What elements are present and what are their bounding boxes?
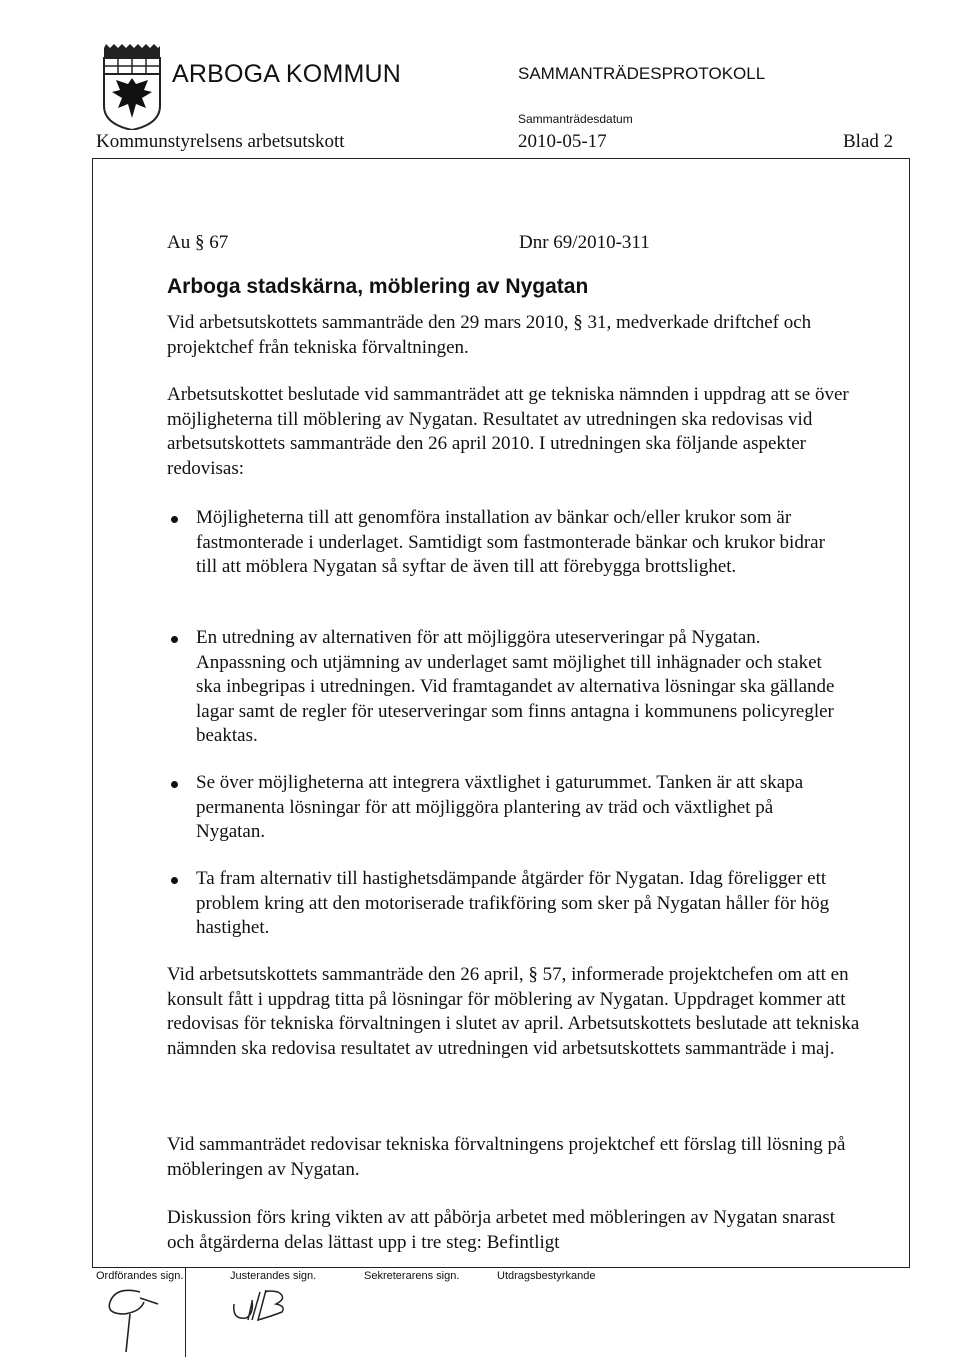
- sheet-number: Blad 2: [843, 131, 894, 152]
- proposal-paragraph: Vid sammanträdet redovisar tekniska förvaltningens projektchef ett förslag till lösning på möbleringen av Nygatan.: [167, 1134, 846, 1180]
- adjuster-signature-label: Justerandes sign.: [230, 1270, 317, 1282]
- paragraph-number: Au § 67: [167, 232, 229, 253]
- list-item: En utredning av alternativen för att möjliggöra uteserveringar på Nygatan. Anpassning och utjämning av underlaget samt möjlighet till inhägnader och staket ska inbegripas i utredningen. Vid framtagandet av alternativa lösningar ska gällande lagar samt de regler för uteserveringar som finns antagna i kommunens policyregler beaktas.: [196, 627, 835, 747]
- bullet-dot: [171, 636, 178, 643]
- left-frame-line: [92, 158, 93, 1268]
- meeting-date: 2010-05-17: [518, 131, 607, 152]
- signature-divider: [185, 1267, 186, 1357]
- bullet-dot: [171, 781, 178, 788]
- document-type: SAMMANTRÄDESPROTOKOLL: [518, 64, 766, 83]
- adjuster-signature: [228, 1284, 298, 1339]
- list-item: Ta fram alternativ till hastighetsdämpande åtgärder för Nygatan. Idag föreligger ett problem kring att den motoriserade trafikföring som sker på Nygatan håller för hög hastighet.: [196, 868, 830, 939]
- organization-name: ARBOGA KOMMUN: [172, 60, 402, 88]
- header-divider: [92, 158, 910, 159]
- list-item: Se över möjligheterna att integrera växtlighet i gaturummet. Tanken är att skapa permanenta lösningar för att möjliggöra plantering av träd och växtlighet på Nygatan.: [196, 772, 804, 843]
- chair-signature: [100, 1284, 170, 1359]
- meeting-date-label: Sammanträdesdatum: [518, 112, 633, 126]
- list-item: Möjligheterna till att genomföra installation av bänkar och/eller krukor som är fastmonterade i underlaget. Samtidigt som fastmonterade bänkar och krukor bidrar till att möblera Nygatan så syftar de även till att förebygga brottslighet.: [196, 507, 825, 578]
- intro-paragraph: Vid arbetsutskottets sammanträde den 29 mars 2010, § 31, medverkade driftchef och projektchef från tekniska förvaltningen.: [167, 312, 812, 358]
- secretary-signature-label: Sekreterarens sign.: [364, 1270, 460, 1282]
- discussion-paragraph: Diskussion förs kring vikten av att påbörja arbetet med möbleringen av Nygatan snarast och åtgärderna delas lättast upp i tre steg: Befintligt: [167, 1207, 835, 1253]
- followup-paragraph: Vid arbetsutskottets sammanträde den 26 april, § 57, informerade projektchefen om att en konsult fått i uppdrag titta på lösningar för möblering av Nygatan. Uppdraget kommer att redovisas för tekniska förvaltningen i slutet av april. Arbetsutskottets beslutade att tekniska nämnden ska redovisa resultatet av utredningen vid arbetsutskottets sammanträde i maj.: [167, 964, 860, 1059]
- bullet-dot: [171, 516, 178, 523]
- item-title: Arboga stadskärna, möblering av Nygatan: [167, 275, 589, 298]
- bullet-dot: [171, 877, 178, 884]
- decision-paragraph: Arbetsutskottet beslutade vid sammanträdet att ge tekniska nämnden i uppdrag att se över möjligheterna till möblering av Nygatan. Resultatet av utredningen ska redovisas vid arbetsutskottets sammanträde den 26 april 2010. I utredningen ska följande aspekter redovisas:: [167, 384, 849, 479]
- arboga-crest-icon: [100, 44, 164, 130]
- right-frame-line: [909, 158, 910, 1268]
- footer-divider: [92, 1267, 910, 1268]
- excerpt-certification-label: Utdragsbestyrkande: [497, 1270, 596, 1282]
- chair-signature-label: Ordförandes sign.: [96, 1270, 184, 1282]
- department-name: Kommunstyrelsens arbetsutskott: [96, 131, 345, 152]
- registration-number: Dnr 69/2010-311: [519, 232, 650, 253]
